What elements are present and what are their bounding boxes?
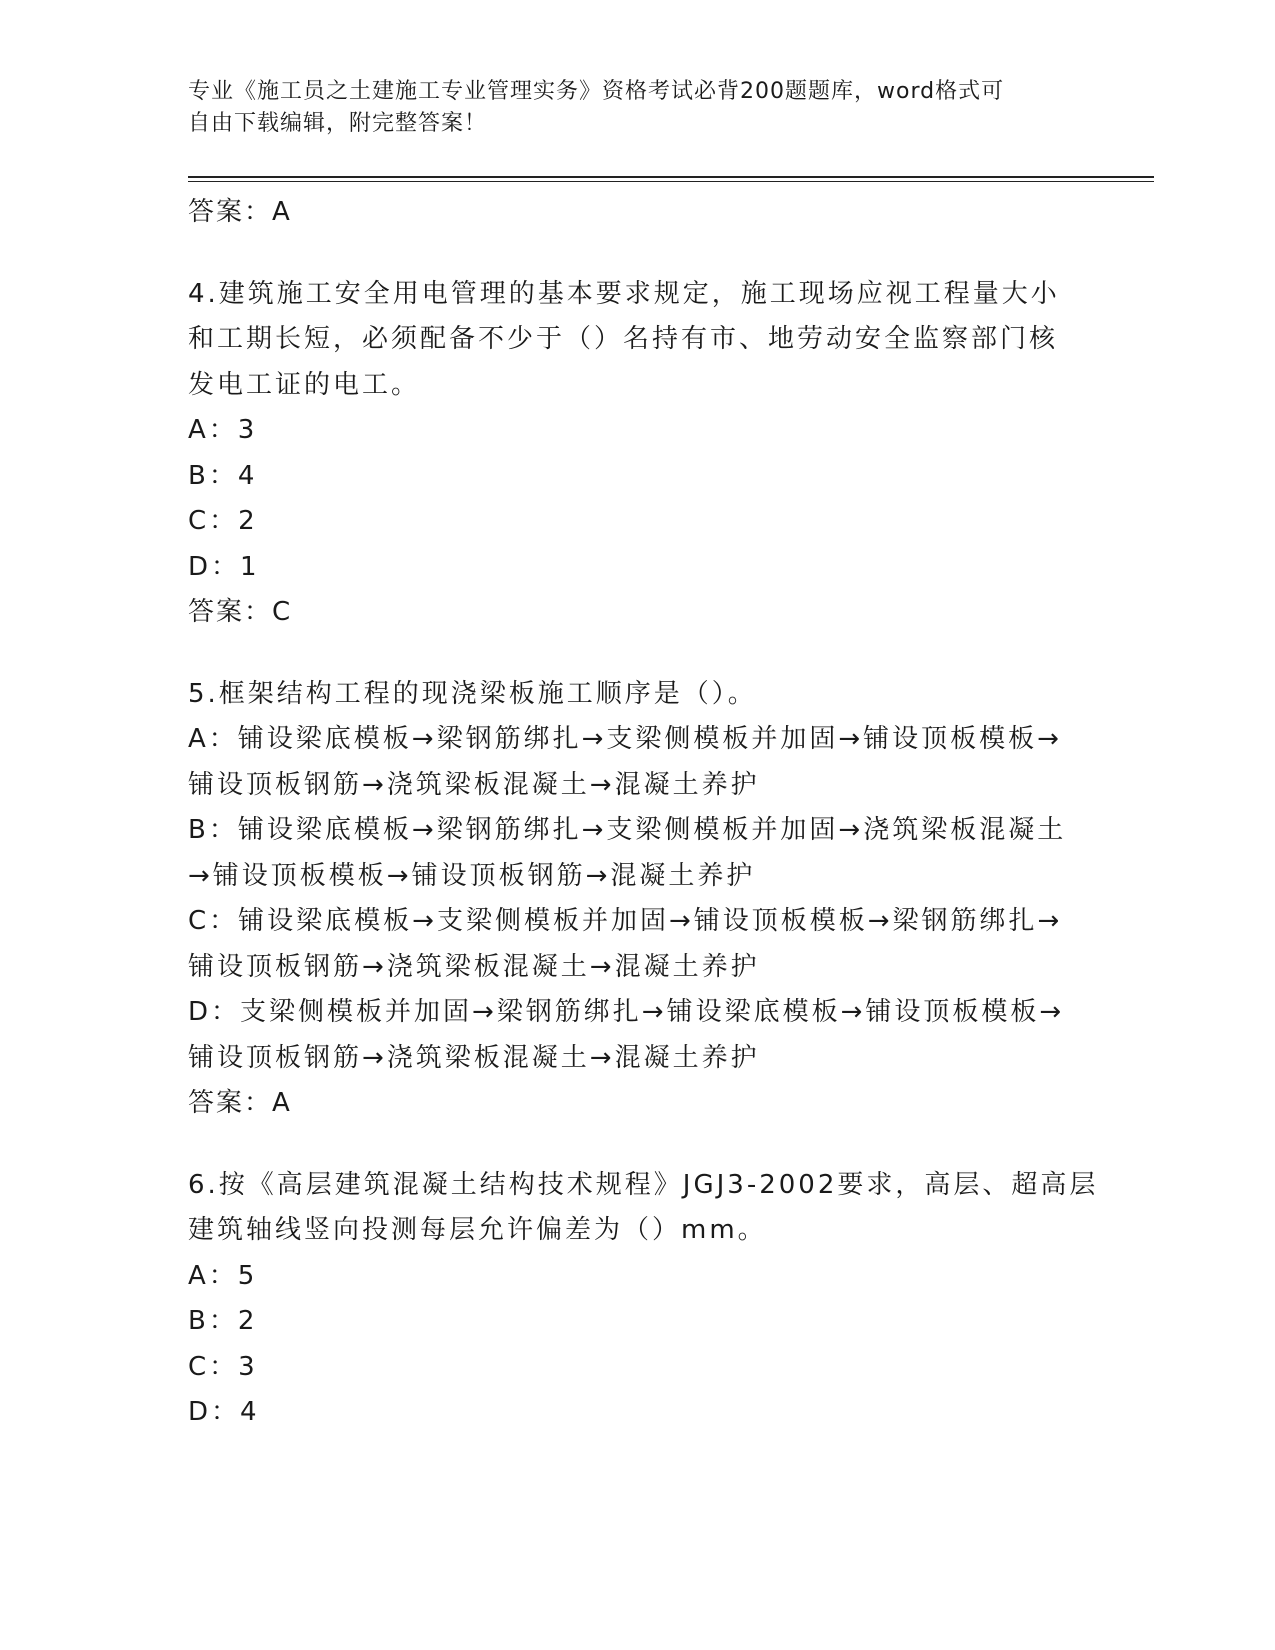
option-c: C：3: [188, 1351, 258, 1382]
question-stem-line: 和工期长短，必须配备不少于（）名持有市、地劳动安全监察部门核: [188, 324, 1059, 354]
header-divider-thin: [188, 181, 1154, 182]
question-stem-line: 建筑轴线竖向投测每层允许偏差为（）mm。: [188, 1215, 767, 1245]
option-d: D：4: [188, 1397, 260, 1427]
option-c-line-1: C：铺设梁底模板→支梁侧模板并加固→铺设顶板模板→梁钢筋绑扎→: [188, 906, 1063, 936]
option-b: B：2: [188, 1306, 258, 1336]
spacer: [188, 1127, 1088, 1163]
option-a: A：5: [188, 1260, 258, 1291]
answer-q5: 答案：A: [188, 1088, 292, 1118]
question-stem-line: 发电工证的电工。: [188, 369, 421, 400]
question-stem-line: 5.框架结构工程的现浇梁板施工顺序是（）。: [188, 678, 757, 709]
option-a-line-2: 铺设顶板钢筋→浇筑梁板混凝土→混凝土养护: [188, 769, 760, 800]
header-line-1: 专业《施工员之土建施工专业管理实务》资格考试必背200题题库，word格式可: [188, 79, 1005, 104]
question-4: [188, 272, 1088, 636]
option-b: B：4: [188, 460, 258, 491]
question-stem-line: 6.按《高层建筑混凝土结构技术规程》JGJ3-2002要求，高层、超高层: [188, 1169, 1099, 1200]
answer-q4: 答案：C: [188, 597, 293, 627]
option-b-line-1: B：铺设梁底模板→梁钢筋绑扎→支梁侧模板并加固→浇筑梁板混凝土: [188, 815, 1067, 845]
question-5: [188, 672, 1088, 1127]
question-6: [188, 1163, 1099, 1436]
option-d-line-1: D：支梁侧模板并加固→梁钢筋绑扎→铺设梁底模板→铺设顶板模板→: [188, 997, 1065, 1027]
option-a-line-1: A：铺设梁底模板→梁钢筋绑扎→支梁侧模板并加固→铺设顶板模板→: [188, 724, 1062, 754]
question-list: [188, 190, 1099, 1436]
document-header: [188, 76, 1068, 140]
answer-q3: 答案：A: [188, 197, 292, 227]
option-c-line-2: 铺设顶板钢筋→浇筑梁板混凝土→混凝土养护: [188, 951, 760, 982]
question-stem-line: 4.建筑施工安全用电管理的基本要求规定，施工现场应视工程量大小: [188, 278, 1060, 309]
option-d-line-2: 铺设顶板钢筋→浇筑梁板混凝土→混凝土养护: [188, 1042, 760, 1073]
option-d: D：1: [188, 551, 260, 582]
spacer: [188, 636, 1088, 672]
header-line-2: 自由下载编辑，附完整答案！: [188, 111, 488, 136]
spacer: [188, 236, 1088, 272]
header-divider-thick: [188, 176, 1154, 178]
option-b-line-2: →铺设顶板模板→铺设顶板钢筋→混凝土养护: [188, 860, 756, 891]
option-a: A：3: [188, 415, 258, 445]
option-c: C：2: [188, 506, 258, 536]
